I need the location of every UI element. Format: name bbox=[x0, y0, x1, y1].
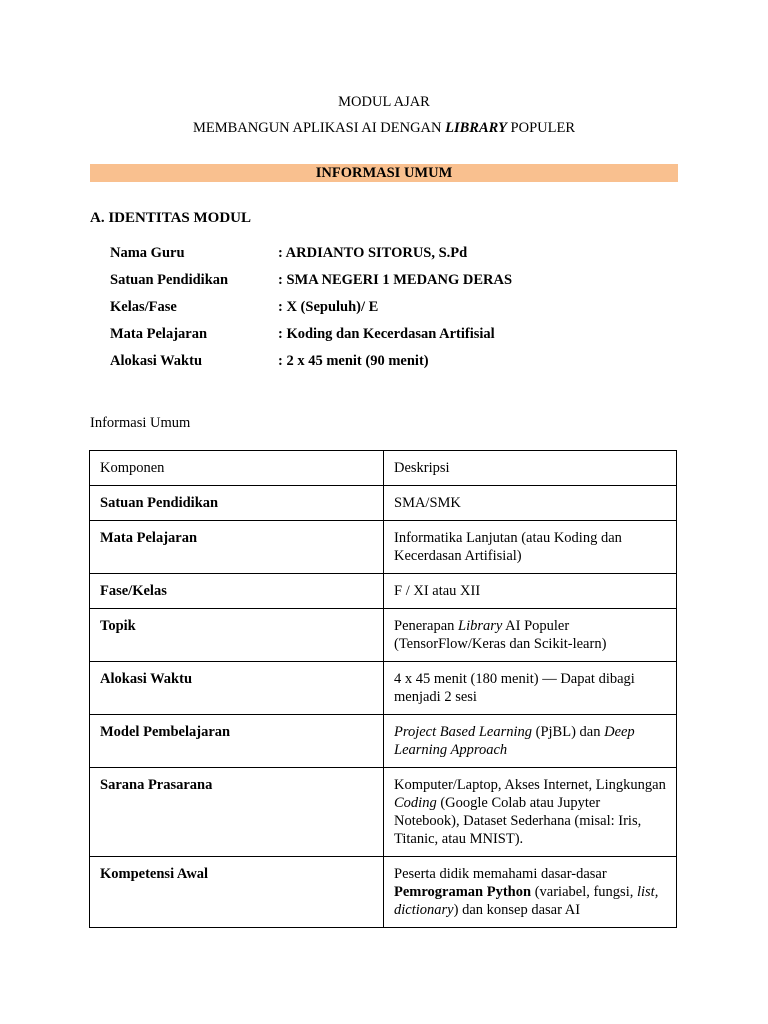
section-heading-identitas bbox=[90, 210, 251, 227]
table-cell-komponen: Mata Pelajaran bbox=[90, 521, 384, 574]
table-row bbox=[90, 609, 677, 662]
table-header-komponen: Komponen bbox=[90, 451, 384, 486]
subtitle-emphasis: LIBRARY bbox=[445, 120, 507, 136]
identity-label: Kelas/Fase bbox=[110, 299, 177, 315]
table-cell-deskripsi bbox=[384, 609, 677, 662]
identity-label: Alokasi Waktu bbox=[110, 353, 203, 369]
identity-value: : Koding dan Kecerdasan Artifisial bbox=[278, 326, 495, 342]
identity-row-nama-guru bbox=[110, 245, 670, 272]
doc-subtitle bbox=[0, 120, 768, 137]
table-caption: Informasi Umum bbox=[90, 415, 191, 431]
desc-italic-text: Coding bbox=[394, 795, 437, 811]
identity-row-alokasi-waktu bbox=[110, 353, 670, 380]
table-cell-deskripsi: SMA/SMK bbox=[384, 486, 677, 521]
table-cell-deskripsi bbox=[384, 768, 677, 857]
identity-value: : 2 x 45 menit (90 menit) bbox=[278, 353, 429, 369]
table-row bbox=[90, 715, 677, 768]
identity-label: Nama Guru bbox=[110, 245, 185, 261]
desc-text: (variabel, fungsi, bbox=[531, 884, 637, 900]
info-table bbox=[89, 450, 677, 928]
desc-text: (Google Colab atau Jupyter Notebook), Dataset Sederhana (misal: Iris, Titanic, atau MNIST). bbox=[394, 795, 642, 847]
desc-text: ) dan konsep dasar AI bbox=[453, 902, 581, 918]
table-row bbox=[90, 521, 677, 574]
table-cell-komponen: Topik bbox=[90, 609, 384, 662]
table-row bbox=[90, 857, 677, 928]
desc-text: (PjBL) dan bbox=[532, 724, 605, 740]
table-cell-komponen: Sarana Prasarana bbox=[90, 768, 384, 857]
identity-value: : SMA NEGERI 1 MEDANG DERAS bbox=[278, 272, 513, 288]
identity-label: Mata Pelajaran bbox=[110, 326, 208, 342]
identity-label: Satuan Pendidikan bbox=[110, 272, 229, 288]
desc-italic-text: Deep Learning Approach bbox=[394, 724, 635, 758]
identity-row-mata-pelajaran bbox=[110, 326, 670, 353]
desc-italic-text: Project Based Learning bbox=[394, 724, 532, 740]
desc-text: Peserta didik memahami dasar-dasar bbox=[394, 866, 607, 882]
table-cell-komponen: Kompetensi Awal bbox=[90, 857, 384, 928]
identity-row-kelas-fase bbox=[110, 299, 670, 326]
identity-value: : ARDIANTO SITORUS, S.Pd bbox=[278, 245, 468, 261]
identity-row-satuan-pendidikan bbox=[110, 272, 670, 299]
table-row bbox=[90, 768, 677, 857]
table-cell-komponen: Fase/Kelas bbox=[90, 574, 384, 609]
table-row bbox=[90, 486, 677, 521]
identity-value: : X (Sepuluh)/ E bbox=[278, 299, 379, 315]
subtitle-prefix: MEMBANGUN APLIKASI AI DENGAN bbox=[192, 120, 446, 136]
desc-text: Komputer/Laptop, Akses Internet, Lingkungan bbox=[394, 777, 666, 793]
section-letter: A bbox=[90, 210, 101, 226]
table-cell-komponen: Model Pembelajaran bbox=[90, 715, 384, 768]
table-cell-deskripsi: Informatika Lanjutan (atau Koding dan Kecerdasan Artifisial) bbox=[384, 521, 677, 574]
desc-italic-text: list, dictionary bbox=[394, 884, 659, 918]
identity-list bbox=[110, 245, 670, 380]
table-cell-deskripsi: F / XI atau XII bbox=[384, 574, 677, 609]
doc-title: MODUL AJAR bbox=[338, 94, 430, 110]
table-cell-komponen: Satuan Pendidikan bbox=[90, 486, 384, 521]
section-title: . IDENTITAS MODUL bbox=[100, 210, 252, 226]
desc-text: Penerapan bbox=[394, 618, 459, 634]
subtitle-suffix: POPULER bbox=[506, 120, 576, 136]
table-row bbox=[90, 574, 677, 609]
table-cell-deskripsi: 4 x 45 menit (180 menit) — Dapat dibagi menjadi 2 sesi bbox=[384, 662, 677, 715]
table-row bbox=[90, 662, 677, 715]
table-header-deskripsi: Deskripsi bbox=[384, 451, 677, 486]
table-cell-deskripsi bbox=[384, 857, 677, 928]
table-cell-komponen: Alokasi Waktu bbox=[90, 662, 384, 715]
table-header-row bbox=[90, 451, 677, 486]
desc-italic-text: Library bbox=[458, 618, 503, 634]
desc-text: AI Populer (TensorFlow/Keras dan Scikit-learn) bbox=[394, 618, 607, 652]
desc-bold-text: Pemrograman Python bbox=[394, 884, 532, 900]
table-cell-deskripsi bbox=[384, 715, 677, 768]
section-banner: INFORMASI UMUM bbox=[90, 164, 678, 182]
